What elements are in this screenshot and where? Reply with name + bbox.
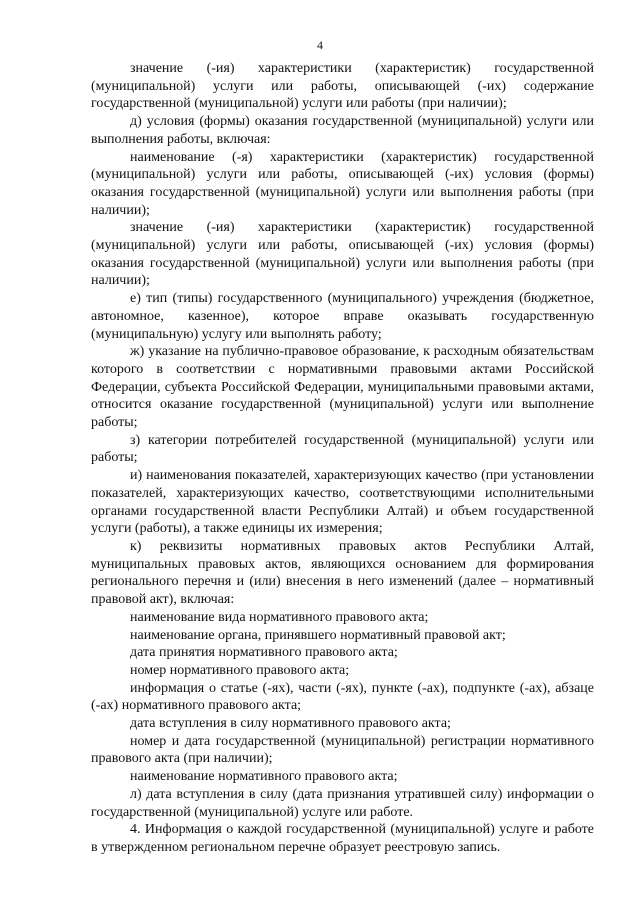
paragraph-i-indicators: и) наименования показателей, характеризующих качество (при установлении показателей, характеризующих качество, соответствующими исполнительными органами государственной власти Республики Алтай) и объем государственной услуги (работы), а также единицы их измерения; xyxy=(91,468,594,537)
paragraph-k-legal-acts: к) реквизиты нормативных правовых актов Республики Алтай, муниципальных правовых актов, являющихся основанием для формирования регионального перечня и (или) внесения в него изменений (далее – нормативный правовой акт), включая: xyxy=(91,538,594,608)
document-body xyxy=(91,60,594,857)
paragraph-conditions-name: наименование (-я) характеристики (характеристик) государственной (муниципальной) услуги или работы, описывающей (-их) условия (формы) оказания государственной (муниципальной) услуги или выполнения работы (при наличии); xyxy=(91,149,594,218)
list-item-registration: номер и дата государственной (муниципальной) регистрации нормативного правового акта (при наличии); xyxy=(91,733,594,767)
list-item-act-number: номер нормативного правового акта; xyxy=(130,662,350,678)
paragraph-l-effective-date: л) дата вступления в силу (дата признания утратившей силу) информации о государственной (муниципальной) услуге или работе. xyxy=(91,786,594,820)
list-item-effective-date: дата вступления в силу нормативного правового акта; xyxy=(130,716,451,732)
paragraph-e-institution-type: е) тип (типы) государственного (муниципального) учреждения (бюджетное, автономное, казенное), которое вправе оказывать государственную (муниципальную) услугу или выполнять работу; xyxy=(91,291,594,342)
paragraph-d-conditions: д) условия (формы) оказания государственной (муниципальной) услуги или выполнения работы, включая: xyxy=(91,114,594,147)
paragraph-z-consumer-categories: з) категории потребителей государственной (муниципальной) услуги или работы; xyxy=(91,432,594,466)
page-number: 4 xyxy=(317,38,323,52)
list-item-article-info: информация о статье (-ях), части (-ях), пункте (-ах), подпункте (-ах), абзаце (-ах) нормативного правового акта; xyxy=(91,680,594,714)
paragraph-characteristic-content-value: значение (-ия) характеристики (характеристик) государственной (муниципальной) услуги или работы, описывающей (-их) содержание государственной (муниципальной) услуги или работы (при наличии); xyxy=(91,61,594,112)
paragraph-4-registry-entry: 4. Информация о каждой государственной (муниципальной) услуге и работе в утвержденном региональном перечне образует реестровую запись. xyxy=(91,822,594,855)
list-item-act-type: наименование вида нормативного правового акта; xyxy=(130,609,429,625)
list-item-adoption-date: дата принятия нормативного правового акта; xyxy=(130,645,398,661)
list-item-issuing-body: наименование органа, принявшего нормативный правовой акт; xyxy=(130,627,506,643)
paragraph-conditions-value: значение (-ия) характеристики (характеристик) государственной (муниципальной) услуги или работы, описывающей (-их) условия (формы) оказания государственной (муниципальной) услуги или выполнения работы (при наличии); xyxy=(91,220,594,289)
list-item-act-name: наименование нормативного правового акта; xyxy=(130,769,398,785)
paragraph-zh-public-entity: ж) указание на публично-правовое образование, к расходным обязательствам которого в соответствии с нормативными правовыми актами Российской Федерации, субъекта Российской Федерации, муниципальными правовыми актами, относится оказание государственной (муниципальной) услуги или выполнение работы; xyxy=(91,344,594,431)
